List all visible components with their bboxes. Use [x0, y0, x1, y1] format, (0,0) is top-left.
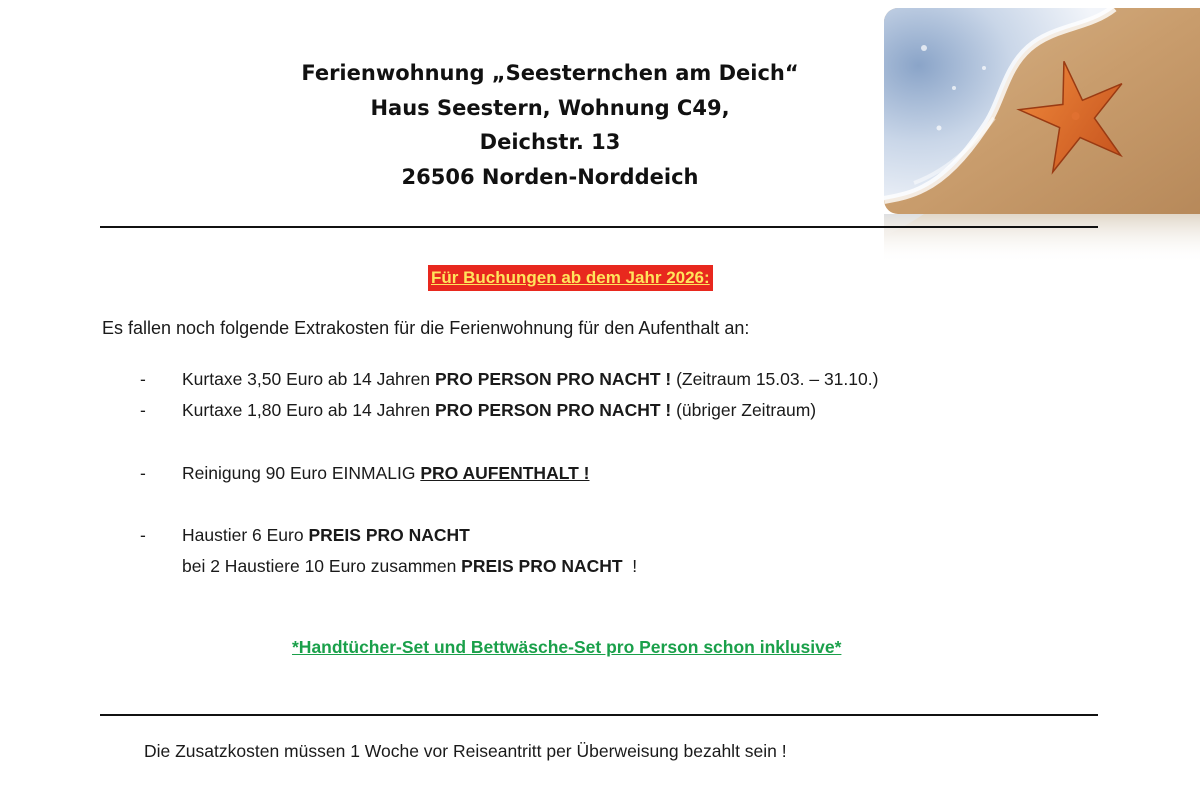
item-text: Reinigung 90 Euro EINMALIG [182, 463, 421, 483]
list-dash: - [140, 400, 146, 420]
starfish-beach-photo [884, 8, 1200, 214]
building-unit: Haus Seestern, Wohnung C49, [370, 95, 730, 120]
included-linens-note: *Handtücher-Set und Bettwäsche-Set pro Person schon inklusive* [292, 637, 842, 657]
item-text: Kurtaxe 1,80 Euro ab 14 Jahren [182, 400, 435, 420]
item-emphasis: PREIS PRO NACHT [308, 525, 470, 545]
list-dash: - [140, 525, 146, 545]
divider-bottom [100, 714, 1098, 716]
booking-year-notice: Für Buchungen ab dem Jahr 2026: [428, 265, 713, 291]
postal-city: 26506 Norden-Norddeich [401, 164, 699, 189]
item-emphasis: PREIS PRO NACHT [461, 556, 623, 576]
list-item [140, 460, 589, 486]
item-text: bei 2 Haustiere 10 Euro zusammen [182, 556, 462, 576]
item-text: Kurtaxe 3,50 Euro ab 14 Jahren [182, 369, 435, 389]
photo-reflection [884, 214, 1200, 264]
list-item-continuation [182, 553, 637, 579]
item-tail: ! [622, 556, 638, 576]
item-emphasis: PRO PERSON PRO NACHT ! [434, 400, 672, 420]
list-item [140, 397, 816, 423]
item-text: Haustier 6 Euro [182, 525, 309, 545]
list-dash: - [140, 369, 146, 389]
starfish-icon [884, 8, 1200, 214]
item-tail: (Zeitraum 15.03. – 31.10.) [671, 369, 879, 389]
list-item [140, 522, 470, 548]
street-address: Deichstr. 13 [479, 130, 621, 154]
item-tail: (übriger Zeitraum) [671, 400, 817, 420]
item-emphasis: PRO AUFENTHALT ! [420, 463, 590, 483]
extra-costs-intro: Es fallen noch folgende Extrakosten für die Ferienwohnung für den Aufenthalt an: [102, 318, 750, 338]
item-emphasis: PRO PERSON PRO NACHT ! [434, 369, 672, 389]
list-item [140, 366, 878, 392]
property-name: Ferienwohnung „Seesternchen am Deich“ [301, 61, 799, 85]
list-dash: - [140, 463, 146, 483]
address-block [300, 56, 800, 194]
payment-note: Die Zusatzkosten müssen 1 Woche vor Reiseantritt per Überweisung bezahlt sein ! [144, 741, 787, 761]
divider-top [100, 226, 1098, 228]
